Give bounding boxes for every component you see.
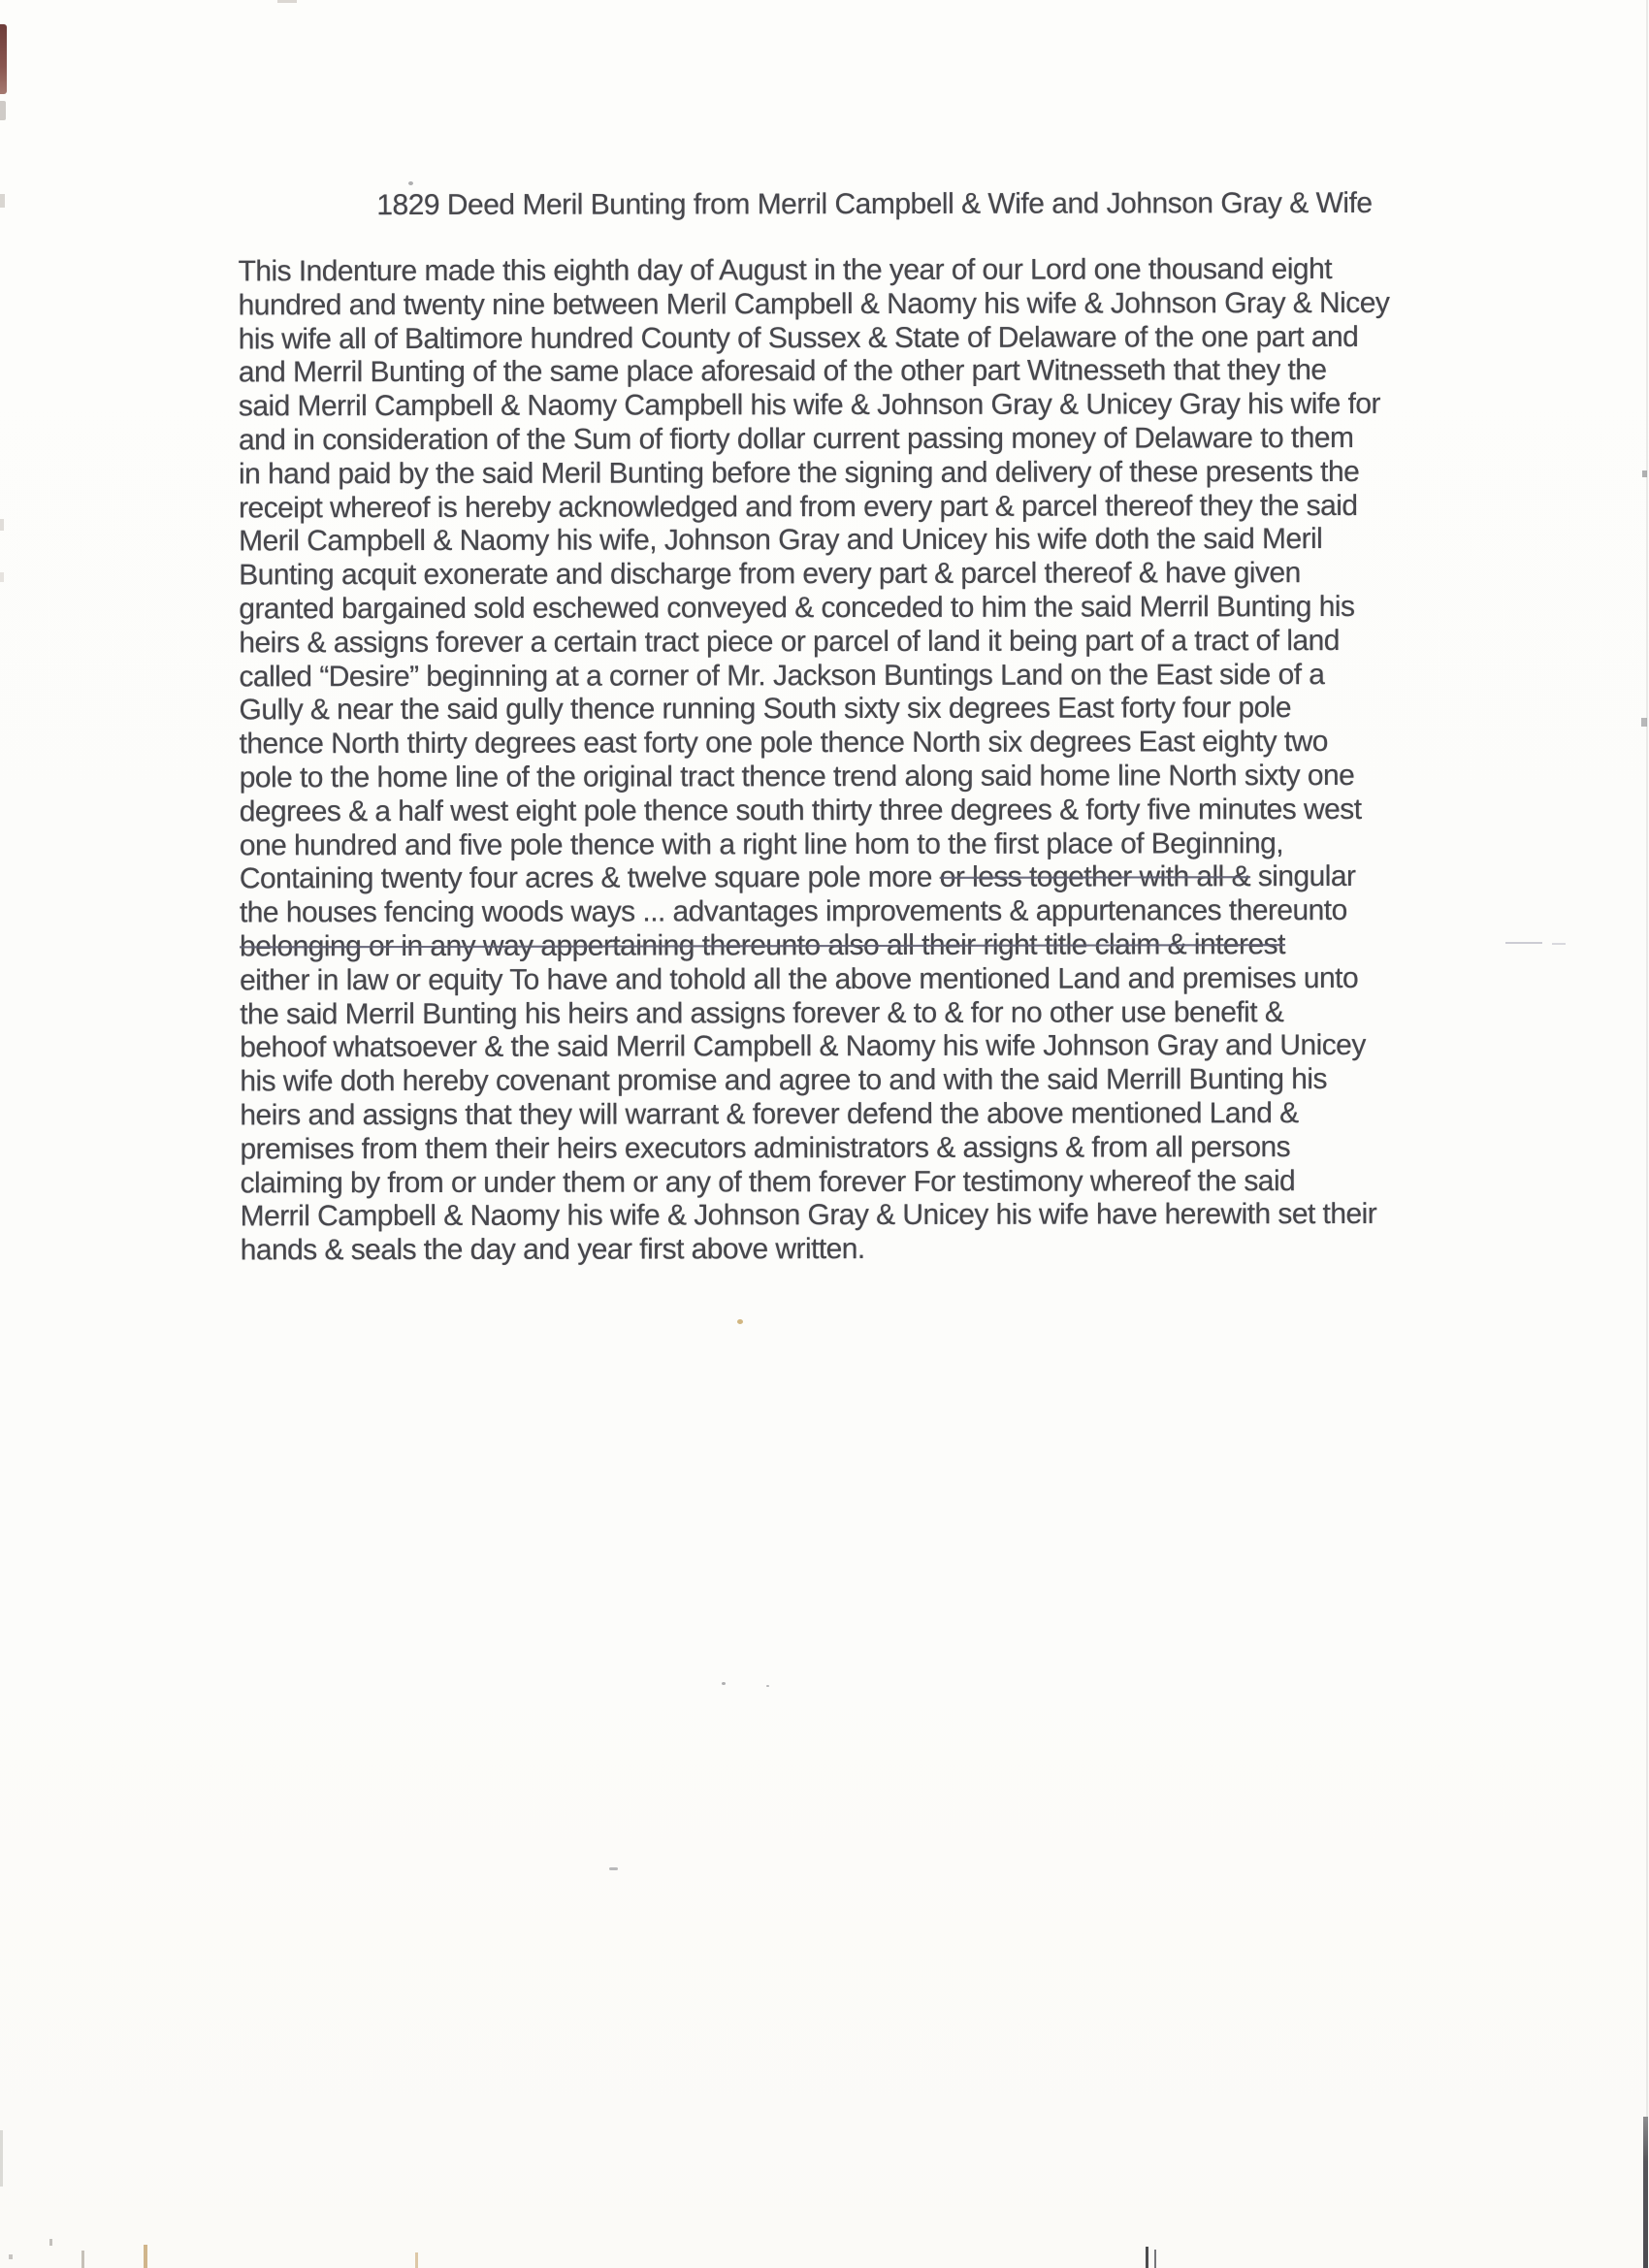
scan-tick-bottom-edge <box>1154 2250 1156 2268</box>
scan-speck-right-edge <box>1642 470 1647 477</box>
deed-text-line: This Indenture made this eighth day of August in the year of our Lord one thousand eight <box>238 253 1333 288</box>
struck-text-segment: belonging or in any way appertaining thereunto also all their right title claim & interest <box>240 928 1285 963</box>
deed-text-line-with-strikethrough <box>240 860 1512 897</box>
document-title: 1829 Deed Meril Bunting from Merril Campbell & Wife and Johnson Gray & Wife <box>376 186 1373 222</box>
deed-document <box>238 0 1510 1267</box>
scan-line-right-edge <box>1646 0 1648 2268</box>
scan-speck <box>766 1685 769 1687</box>
deed-text-line: Gully & near the said gully thence running South sixty six degrees East forty four pole <box>239 692 1292 727</box>
deed-text-line: pole to the home line of the original tract thence trend along said home line North sixty one <box>239 759 1355 794</box>
scan-smudge-left-edge <box>0 101 6 120</box>
deed-text-line: and in consideration of the Sum of fiorty dollar current passing money of Delaware to them <box>238 421 1354 457</box>
deed-text-line: in hand paid by the said Meril Bunting before the signing and delivery of these presents the <box>238 455 1360 491</box>
scan-speck <box>49 2239 52 2246</box>
scan-tick-bottom-edge <box>81 2251 84 2268</box>
deed-text-line: behoof whatsoever & the said Merril Campbell & Naomy his wife Johnson Gray and Unicey <box>240 1029 1366 1064</box>
deed-text-line: Meril Campbell & Naomy his wife, Johnson Gray and Unicey his wife doth the said Meril <box>239 523 1323 558</box>
deed-text-line: called “Desire” beginning at a corner of Mr. Jackson Buntings Land on the East side of a <box>239 658 1325 693</box>
scan-line-right-edge-dark <box>1643 2117 1648 2268</box>
deed-text-line: Merril Campbell & Naomy his wife & Johnson Gray & Unicey his wife have herewith set their <box>240 1198 1377 1233</box>
deed-text-segment: Containing twenty four acres & twelve square pole more <box>239 861 940 895</box>
deed-text-line: one hundred and five pole thence with a right line hom to the first place of Beginning, <box>239 826 1284 861</box>
deed-text-line: thence North thirty degrees east forty one pole thence North six degrees East eighty two <box>239 726 1328 761</box>
scan-smudge-left-edge <box>0 519 4 531</box>
deed-text-line: granted bargained sold eschewed conveyed & conceded to him the said Merril Bunting his <box>239 590 1355 626</box>
deed-text-line: Bunting acquit exonerate and discharge from every part & parcel thereof & have given <box>239 557 1301 592</box>
scan-tick-bottom-edge <box>1146 2247 1148 2268</box>
deed-text-line: claiming by from or under them or any of them forever For testimony whereof the said <box>240 1164 1296 1199</box>
scan-smudge-bottom-left <box>0 2130 3 2187</box>
scan-smudge-top-left <box>0 24 7 94</box>
deed-text-line: hands & seals the day and year first above written. <box>240 1233 865 1267</box>
scan-smudge-left-edge <box>0 194 5 208</box>
deed-text-line: degrees & a half west eight pole thence south thirty three degrees & forty five minutes west <box>239 793 1362 828</box>
scan-speck <box>737 1319 743 1324</box>
deed-text-line: his wife doth hereby covenant promise and agree to and with the said Merrill Bunting his <box>240 1063 1327 1098</box>
scan-speck <box>9 2254 13 2259</box>
scan-speck <box>609 1867 618 1870</box>
scan-speck <box>408 181 413 185</box>
document-body <box>239 253 1513 1269</box>
scan-smudge-left-edge <box>0 572 4 582</box>
pen-strike-tail <box>1505 942 1542 944</box>
deed-text-line: said Merril Campbell & Naomy Campbell his wife & Johnson Gray & Unicey Gray his wife for <box>238 388 1380 423</box>
deed-text-line: his wife all of Baltimore hundred County of Sussex & State of Delaware of the one part and <box>238 320 1359 355</box>
scan-tick-bottom-edge <box>144 2245 147 2268</box>
scan-speck-right-edge <box>1641 718 1647 727</box>
deed-text-line: hundred and twenty nine between Meril Campbell & Naomy his wife & Johnson Gray & Nicey <box>238 286 1390 322</box>
deed-text-line: the said Merril Bunting his heirs and assigns forever & to & for no other use benefit & <box>240 995 1284 1030</box>
deed-text-segment: singular <box>1249 860 1356 893</box>
scan-speck <box>722 1682 726 1685</box>
scan-smudge-top-edge <box>277 0 297 3</box>
pen-strike-tail <box>1552 943 1566 945</box>
deed-text-line: receipt whereof is hereby acknowledged and from every part & parcel thereof they the said <box>239 489 1358 524</box>
deed-text-line: the houses fencing woods ways ... advantages improvements & appurtenances thereunto <box>239 894 1347 929</box>
scan-tick-bottom-edge <box>415 2252 418 2268</box>
struck-text-segment: or less together with all & <box>939 860 1251 894</box>
deed-text-line: either in law or equity To have and tohold all the above mentioned Land and premises unto <box>240 961 1359 997</box>
deed-text-line: heirs & assigns forever a certain tract piece or parcel of land it being part of a tract of land <box>239 624 1340 660</box>
deed-text-line: and Merril Bunting of the same place aforesaid of the other part Witnesseth that they the <box>238 354 1327 389</box>
deed-text-line: premises from them their heirs executors administrators & assigns & from all persons <box>240 1130 1291 1166</box>
deed-text-line-with-strikethrough <box>240 928 1512 965</box>
deed-text-line: heirs and assigns that they will warrant & forever defend the above mentioned Land & <box>240 1097 1299 1132</box>
